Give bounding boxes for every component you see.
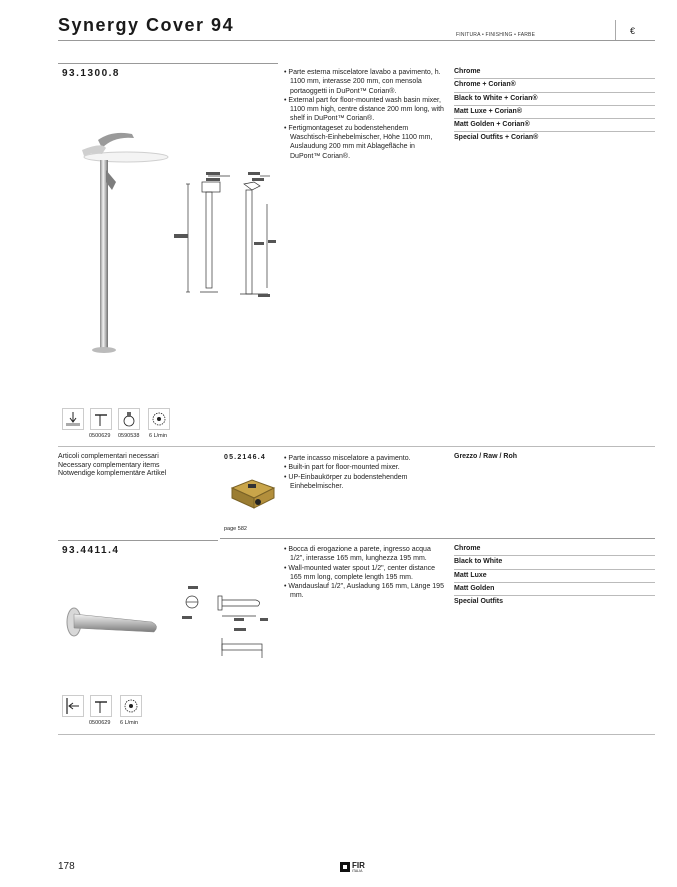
complementary-finish: Grezzo / Raw / Roh bbox=[454, 453, 518, 460]
header-rule bbox=[58, 40, 655, 41]
product2-technical-drawing bbox=[178, 582, 278, 662]
section-rule bbox=[220, 538, 655, 539]
product1-desc-de: • Fertigmontageset zu bodenstehendem Waschtisch-Einhebelmischer, Höhe 1100 mm, Auslaudung 200 mm mit Ablagefläche in DuPont™ Corian®. bbox=[284, 124, 446, 161]
product2-desc-it: • Bocca di erogazione a parete, ingresso acqua 1/2", interasse 165 mm, lunghezza 195 mm. bbox=[284, 545, 446, 564]
page-title: Synergy Cover 94 bbox=[58, 15, 235, 35]
finish-header: FINITURA • FINISHING • FARBE bbox=[456, 32, 536, 38]
page-number: 178 bbox=[58, 861, 75, 872]
complementary-description bbox=[284, 454, 446, 491]
finish-item: Chrome + Corian® bbox=[454, 79, 655, 92]
product1-finishes bbox=[454, 66, 655, 145]
section-rule bbox=[58, 446, 655, 447]
floor-install-icon bbox=[62, 408, 84, 430]
product1-desc-it: • Parte esterna miscelatore lavabo a pavimento, h. 1100 mm, interasse 200 mm, con mensola portaoggetti in DuPont™ Corian®. bbox=[284, 68, 446, 96]
product2-description bbox=[284, 545, 446, 601]
finish-item: Matt Golden bbox=[454, 583, 655, 596]
product1-code: 93.1300.8 bbox=[62, 68, 120, 79]
product1-icon-label: 0590538 bbox=[118, 433, 140, 439]
product2-desc-de: • Wandauslauf 1/2", Ausladung 165 mm, Länge 195 mm. bbox=[284, 582, 446, 601]
finish-item: Chrome bbox=[454, 543, 655, 556]
product2-finishes bbox=[454, 543, 655, 608]
cartridge-icon bbox=[118, 408, 140, 430]
product1-icon-label: 6 L/min bbox=[149, 433, 168, 439]
product1-description bbox=[284, 68, 446, 161]
product2-icon-label: 6 L/min bbox=[120, 720, 139, 726]
finish-item: Special Outfits + Corian® bbox=[454, 134, 539, 142]
product1-rule bbox=[58, 63, 278, 64]
section-rule bbox=[58, 734, 655, 735]
complementary-heading-de: Notwendige komplementäre Artikel bbox=[58, 470, 167, 477]
finish-item: Black to White bbox=[454, 556, 655, 569]
complementary-desc-de: • UP-Einbaukörper zu bodenstehendem Einhebelmischer. bbox=[284, 473, 446, 492]
product1-icon-label: 0500629 bbox=[89, 433, 111, 439]
finish-item: Special Outfits bbox=[454, 598, 504, 606]
finish-item: Chrome bbox=[454, 66, 655, 79]
complementary-desc-it: • Parte incasso miscelatore a pavimento. bbox=[284, 454, 446, 463]
product2-code: 93.4411.4 bbox=[62, 545, 120, 556]
product2-rule bbox=[58, 540, 218, 541]
brand-logo-text: FIR bbox=[352, 861, 365, 870]
product1-technical-drawing bbox=[172, 168, 282, 303]
complementary-heading bbox=[58, 453, 218, 479]
brand-logo-sub: ITALIA bbox=[352, 869, 363, 873]
header-divider bbox=[615, 20, 616, 40]
wall-install-icon bbox=[62, 695, 84, 717]
complementary-heading-en: Necessary complementary items bbox=[58, 461, 160, 469]
finish-item: Matt Luxe + Corian® bbox=[454, 106, 655, 119]
product2-desc-en: • Wall-mounted water spout 1/2", center distance 165 mm long, complete length 195 mm. bbox=[284, 564, 446, 583]
complementary-page-ref: page 582 bbox=[224, 526, 247, 532]
finish-item: Matt Golden + Corian® bbox=[454, 119, 655, 132]
spout-icon bbox=[90, 695, 112, 717]
finish-item: Black to White + Corian® bbox=[454, 93, 655, 106]
currency-label: € bbox=[630, 26, 636, 36]
product1-desc-en: • External part for floor-mounted wash basin mixer, 1100 mm high, centre distance 200 mm long, with shelf in DuPont™ Corian®. bbox=[284, 96, 446, 124]
product2-photo bbox=[64, 600, 164, 645]
complementary-desc-en: • Built-in part for floor-mounted mixer. bbox=[284, 463, 446, 472]
product1-photo bbox=[62, 120, 172, 360]
aerator-icon bbox=[148, 408, 170, 430]
product2-icon-label: 0500629 bbox=[89, 720, 111, 726]
aerator-icon bbox=[120, 695, 142, 717]
complementary-photo bbox=[228, 476, 278, 512]
finish-item: Matt Luxe bbox=[454, 570, 655, 583]
complementary-code: 05.2146.4 bbox=[224, 454, 266, 461]
spout-icon bbox=[90, 408, 112, 430]
brand-logo bbox=[340, 861, 374, 875]
complementary-heading-it: Articoli complementari necessari bbox=[58, 453, 159, 460]
